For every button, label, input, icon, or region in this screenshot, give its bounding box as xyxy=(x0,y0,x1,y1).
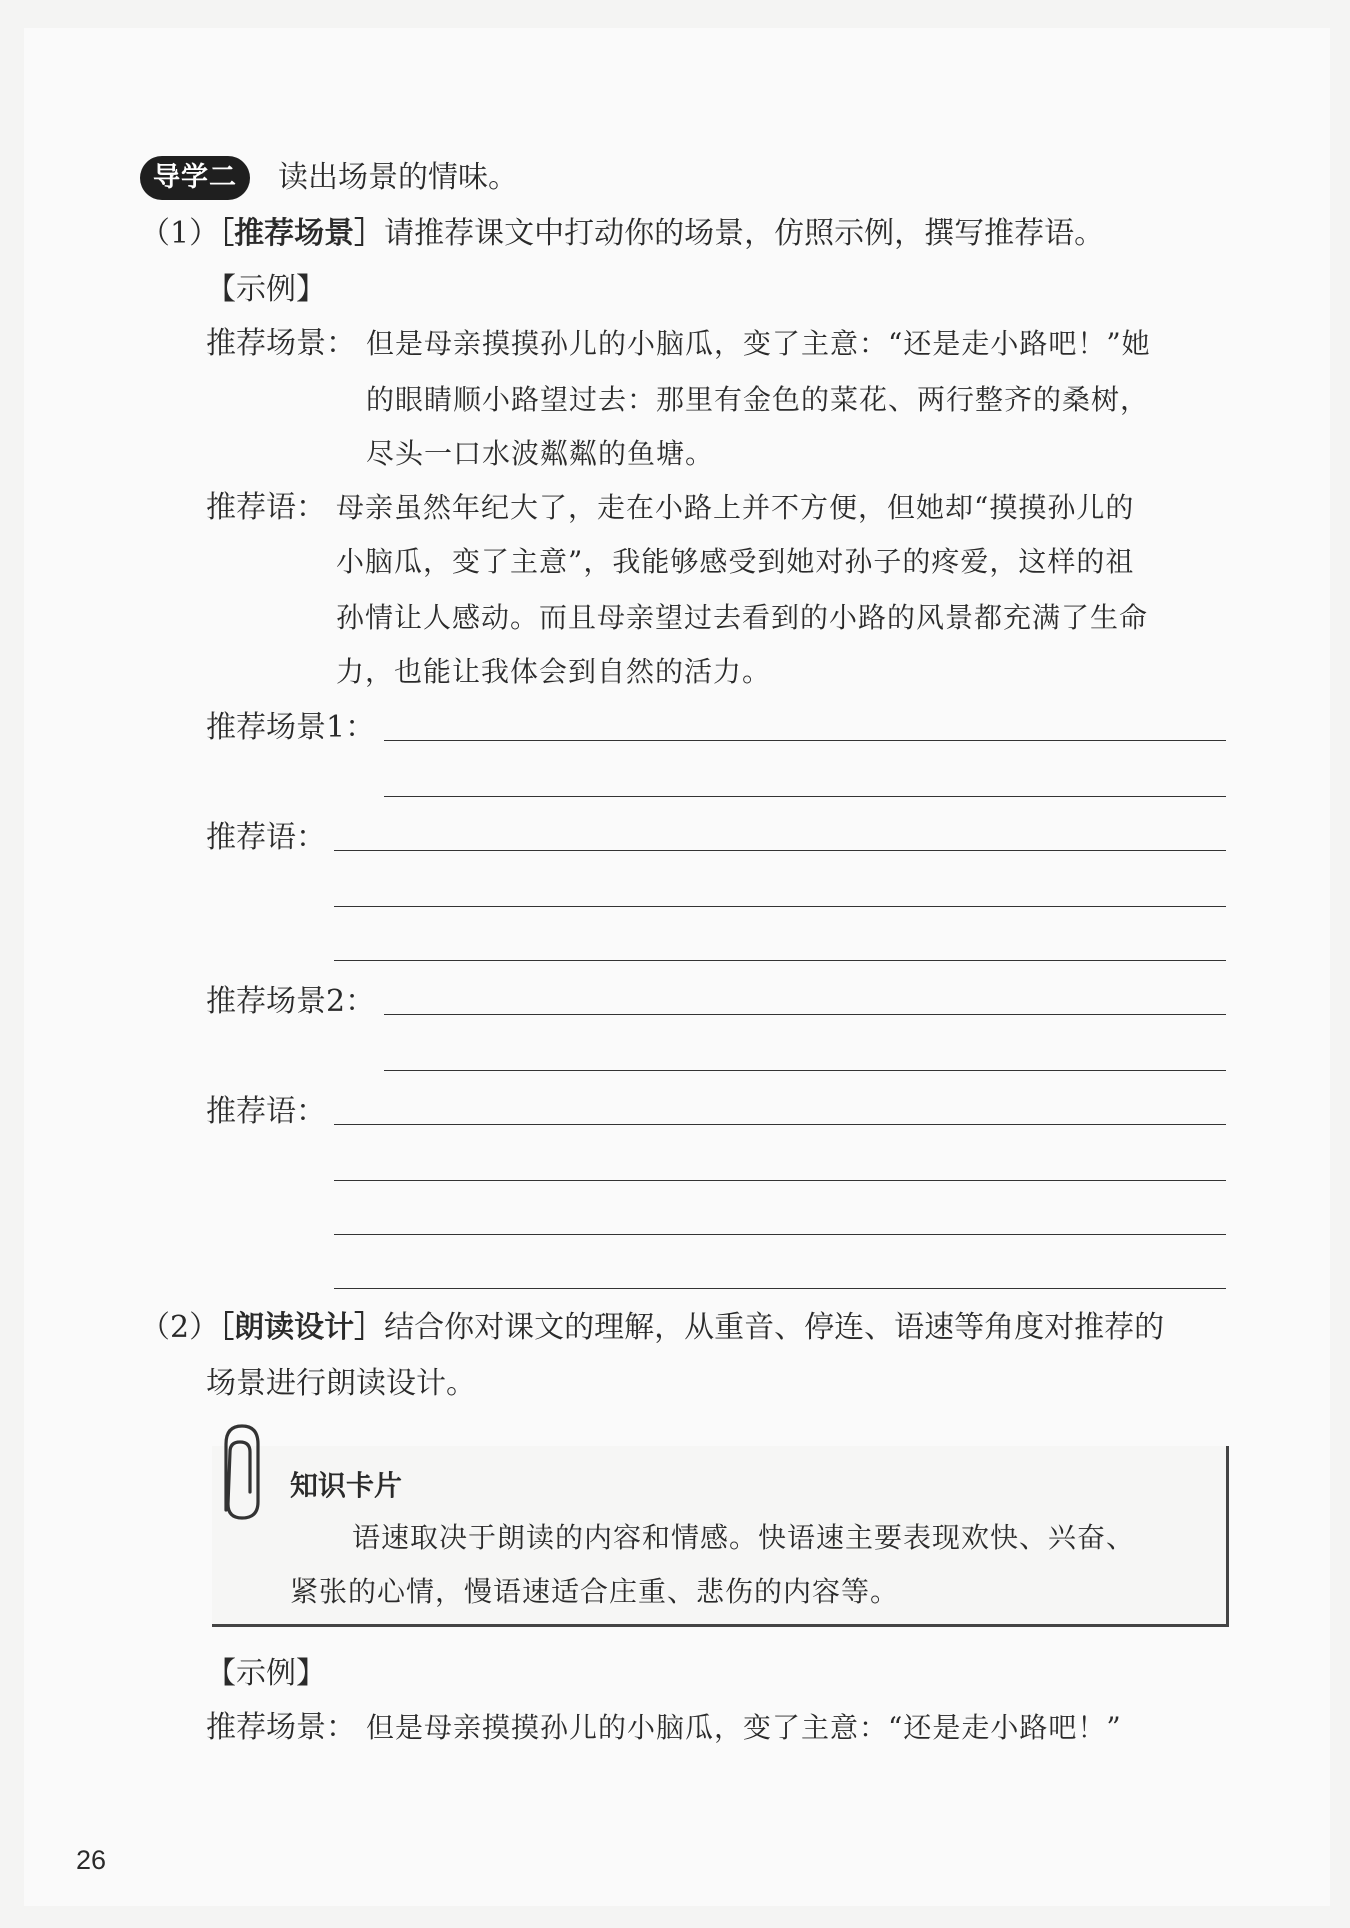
fill-rec2-label: 推荐语： xyxy=(206,1094,326,1129)
q1-rec-label: 推荐语： xyxy=(206,490,326,525)
q1-number: （1） xyxy=(140,216,220,251)
q1-scene-line-2: 的眼睛顺小路望过去：那里有金色的菜花、两行整齐的桑树， xyxy=(366,383,1150,416)
q1-rec-line-3: 孙情让人感动。而且母亲望过去看到的小路的风景都充满了生命 xyxy=(336,601,1149,634)
q2-tag: ［朗读设计］ xyxy=(219,1310,385,1345)
paperclip-icon xyxy=(212,1418,272,1528)
fill-rec1-line-1[interactable] xyxy=(334,850,1226,851)
q2-number: （2） xyxy=(140,1310,220,1345)
fill-rec2-line-2[interactable] xyxy=(334,1180,1226,1181)
q2-line-2: 场景进行朗读设计。 xyxy=(206,1366,476,1401)
page-number: 26 xyxy=(76,1845,107,1875)
q1-rec-line-2: 小脑瓜，变了主意”，我能够感受到她对孙子的疼爱，这样的祖 xyxy=(336,545,1135,578)
q1-tag: ［推荐场景］ xyxy=(219,216,385,251)
fill-rec2-line-1[interactable] xyxy=(334,1124,1226,1125)
fill-scene1-line-2[interactable] xyxy=(384,796,1226,797)
fill-scene2-line-2[interactable] xyxy=(384,1070,1226,1071)
q1-example-label: 【示例】 xyxy=(206,272,326,307)
card-line-1: 语速取决于朗读的内容和情感。快语速主要表现欢快、兴奋、 xyxy=(352,1521,1136,1554)
q2-scene-label: 推荐场景： xyxy=(206,1710,356,1745)
q1-text: 请推荐课文中打动你的场景，仿照示例，撰写推荐语。 xyxy=(384,216,1105,251)
fill-rec1-line-3[interactable] xyxy=(334,960,1226,961)
fill-rec2-line-4[interactable] xyxy=(334,1288,1226,1289)
q2-line-1 xyxy=(140,1310,1164,1346)
card-line-2: 紧张的心情，慢语速适合庄重、悲伤的内容等。 xyxy=(290,1575,900,1608)
fill-rec1-label: 推荐语： xyxy=(206,820,326,855)
q2-example-label: 【示例】 xyxy=(206,1656,326,1691)
fill-scene1-label: 推荐场景1： xyxy=(206,710,376,745)
fill-scene1-line-1[interactable] xyxy=(384,740,1226,741)
q1-rec-line-1: 母亲虽然年纪大了，走在小路上并不方便，但她却“摸摸孙儿的 xyxy=(336,491,1135,524)
q2-scene-text: 但是母亲摸摸孙儿的小脑瓜，变了主意：“还是走小路吧！” xyxy=(366,1711,1122,1744)
fill-rec1-line-2[interactable] xyxy=(334,906,1226,907)
fill-scene2-line-1[interactable] xyxy=(384,1014,1226,1015)
q2-text-1: 结合你对课文的理解，从重音、停连、语速等角度对推荐的 xyxy=(384,1310,1165,1345)
fill-rec2-line-3[interactable] xyxy=(334,1234,1226,1235)
card-title: 知识卡片 xyxy=(290,1469,403,1502)
q1-scene-line-3: 尽头一口水波粼粼的鱼塘。 xyxy=(366,437,715,470)
q1-scene-label: 推荐场景： xyxy=(206,326,356,361)
fill-scene2-label: 推荐场景2： xyxy=(206,984,376,1019)
q1-scene-line-1: 但是母亲摸摸孙儿的小脑瓜，变了主意：“还是走小路吧！”她 xyxy=(366,327,1151,360)
section-title: 读出场景的情味。 xyxy=(278,160,518,195)
q1-rec-line-4: 力，也能让我体会到自然的活力。 xyxy=(336,655,772,688)
section-badge: 导学二 xyxy=(140,156,250,200)
q1-line xyxy=(140,216,1104,252)
